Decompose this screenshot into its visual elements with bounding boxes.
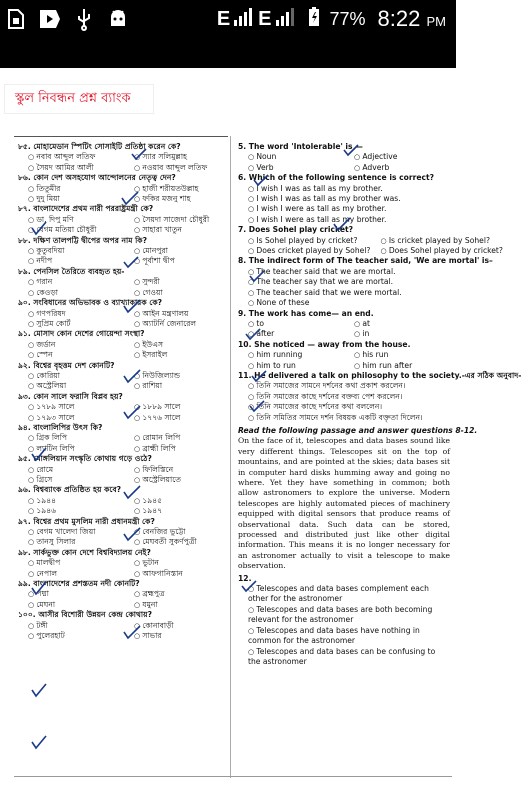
question-block	[18, 579, 230, 610]
network-type-1: E	[216, 7, 231, 30]
play-store-icon	[38, 7, 62, 31]
option: ○ ১৮৮৯ সালে	[124, 402, 230, 412]
option: ○ পুলেরহাট	[18, 631, 124, 641]
option: ○ আইন মন্ত্রণালয়	[124, 309, 230, 319]
option: ○ তিনি সমিতির সামনে দর্শন বিষয়ক একটি বক্তৃতা দিলেন।	[238, 413, 450, 423]
question-text: 10. She noticed — away from the house.	[238, 339, 411, 349]
option: ○ গরান	[18, 277, 124, 287]
option: ○ Telescopes and data bases can be confusing to the astronomer	[238, 647, 450, 668]
page-edge-line	[14, 136, 228, 137]
option: ○ ১৯৪৫	[124, 496, 230, 506]
question-block	[18, 142, 230, 173]
option: ○ বেগম খালেদা জিয়া	[18, 527, 124, 537]
question-block	[18, 392, 230, 423]
option: ○ আফগানিস্তান	[124, 569, 230, 579]
question-text: ৯২. বিশ্বের বৃহত্তম দেশ কোনটি?	[18, 360, 115, 370]
passage-heading: Read the following passage and answer questions 8-12.	[238, 425, 478, 435]
signal-strength-icon-2	[276, 8, 296, 31]
question-text: ৯৯. বাংলাদেশের প্রশস্ততম নদী কোনটি?	[18, 579, 140, 589]
option: ○ পদ্মা	[18, 589, 124, 599]
option: ○ নদীপ	[18, 256, 124, 266]
question-block	[18, 329, 230, 360]
status-bar	[0, 0, 456, 38]
option: ○ ১৭৭৬ সালে	[124, 413, 230, 423]
option: ○ হাজী শরীয়তউল্লাহ	[124, 184, 230, 194]
usb-icon	[72, 7, 96, 31]
option: ○ পূর্বাশা দ্বীপ	[124, 256, 230, 266]
battery-charging-icon	[308, 7, 320, 32]
option: ○ None of these	[238, 298, 450, 308]
option: ○ মোনপুরা	[124, 246, 230, 256]
option: ○ মালদ্বীপ	[18, 558, 124, 568]
page-title-banner	[4, 84, 154, 114]
question-text: 5. The word 'Intolerable' is —	[238, 142, 363, 151]
option: ○ জর্ডান	[18, 340, 124, 350]
question-block	[18, 454, 230, 485]
option: ○ সৈয়দা সাজেদা চৌধুরী	[124, 215, 230, 225]
option: ○ ব্রহ্মপুত্র	[124, 589, 230, 599]
option: ○ ১৯৪৭	[124, 506, 230, 516]
option: ○ ল্যাটিন লিপি	[18, 444, 124, 454]
option: ○ him running	[238, 350, 344, 360]
android-debug-icon	[106, 7, 130, 31]
option: ○ বেগম মতিয়া চৌধুরী	[18, 225, 124, 235]
option: ○ সাহারা খাতুন	[124, 225, 230, 235]
question-block	[238, 309, 450, 340]
column-divider	[230, 136, 231, 778]
option: ○ The teacher said that we were mortal.	[238, 288, 450, 298]
page-title: স্কুল নিবন্ধন প্রশ্ন ব্যাংক	[15, 90, 131, 106]
option: ○ দুদু মিয়া	[18, 194, 124, 204]
option: ○ রোমে	[18, 465, 124, 475]
question-block	[18, 548, 230, 579]
option: ○ স্যার সলিমুল্লাহ	[124, 152, 230, 162]
option: ○ ১৭৯৩ সালে	[18, 413, 124, 423]
option: ○ তিনি সমাজের সামনে দর্শনের কথা প্রকাশ করলেন।	[238, 381, 450, 391]
option: ○ I wish I were as tall as my brother.	[238, 204, 450, 214]
option: ○ Telescopes and data bases complement each other for the astronomer	[238, 584, 450, 605]
question-block	[18, 517, 230, 548]
option: ○ ফকির মজনু শাহ	[124, 194, 230, 204]
option: ○ I wish I was as tall as my brother.	[238, 184, 450, 194]
question-text: ৮৬. কোন দেশ অসহযোগ আন্দোলনের নেতৃত্ব দেন?	[18, 173, 176, 183]
option: ○ নেপাল	[18, 569, 124, 579]
question-text: ৯৫. মোঙ্গলিয়ান সংস্কৃতি কোথায় গড়ে ওঠে?	[18, 454, 152, 464]
option: ○ অ্যাটর্নি জেনারেল	[124, 319, 230, 329]
option: ○ Is Sohel played by cricket?	[238, 236, 370, 246]
option: ○ অস্ট্রেলিয়াতে	[124, 475, 230, 485]
question-text: ৯৮. সার্কভুক্ত কোন দেশে বিশ্ববিদ্যালয় নেই?	[18, 547, 151, 557]
option: ○ Noun	[238, 152, 344, 162]
question-block	[18, 485, 230, 516]
option: ○ Telescopes and data bases are both becoming relevant for the astronomer	[238, 605, 450, 626]
option: ○ গ্রিক লিপি	[18, 433, 124, 443]
english-questions-column	[238, 142, 521, 667]
scanned-document	[14, 136, 521, 778]
option: ○ Adverb	[344, 163, 450, 173]
option: ○ ডা. দিপু মণি	[18, 215, 124, 225]
option: ○ তানসু সিলার	[18, 537, 124, 547]
option: ○ রাশিয়া	[124, 381, 230, 391]
question-block	[18, 267, 230, 298]
question-text: ৮৫. মোহামেডান স্পিটিং সোসাইটি প্রতিষ্ঠা করেন কে?	[18, 142, 181, 151]
option: ○ ভুটান	[124, 558, 230, 568]
question-block	[18, 361, 230, 392]
question-block	[238, 142, 450, 173]
question-text: ১০০. আসীর বিশোরী উন্নয়ন কেন্দ্র কোথায়?	[18, 610, 153, 620]
question-text: 9. The work has come— an end.	[238, 308, 374, 318]
network-type-2: E	[258, 7, 272, 30]
battery-percent: 77%	[329, 8, 366, 29]
question-text: ৮৮. দক্ষিণ তালপট্টি দ্বীপের অপর নাম কি?	[18, 235, 148, 245]
sim-card-icon	[4, 7, 28, 31]
question-block	[18, 236, 230, 267]
question-block	[238, 173, 450, 225]
option: ○ ইসরাইল	[124, 350, 230, 360]
option: ○ নিউজিল্যান্ড	[124, 371, 230, 381]
option: ○ in	[344, 329, 450, 339]
question-text: ৯৭. বিশ্বের প্রথম মুসলিম নারী প্রধানমন্ত্রী কে?	[18, 516, 155, 526]
option: ○ তিতুমীর	[18, 184, 124, 194]
option: ○ I wish I was as tall as my brother was.	[238, 194, 450, 204]
option: ○ কুতুবদিয়া	[18, 246, 124, 256]
option: ○ স্পেন	[18, 350, 124, 360]
option: ○ at	[344, 319, 450, 329]
question-block	[18, 298, 230, 329]
option: ○ বেনজির ভুট্টো	[124, 527, 230, 537]
option: ○ মেঘবতী সুকর্ণপুত্রী	[124, 537, 230, 547]
option: ○ I wish I were as tall as my brother.	[238, 215, 450, 225]
question-text: 11. He delivered a talk on philosophy to the society.-এর সঠিক অনুবাদ-	[238, 370, 521, 380]
question-block	[238, 225, 503, 256]
option: ○ তিনি সমাজের কাছে দর্শনের বক্তব্য পেশ করলেন।	[238, 392, 450, 402]
bangla-questions-column	[18, 142, 230, 642]
option: ○ The teacher said that we are mortal.	[238, 267, 450, 277]
option: ○ Is cricket played by Sohel?	[370, 236, 502, 246]
option: ○ তিনি সমাজের কাছে দর্শনের কথা বললেন।	[238, 402, 450, 412]
option: ○ গ্রিসে	[18, 475, 124, 485]
app-header-bar	[0, 38, 456, 68]
option: ○ রোমান লিপি	[124, 433, 230, 443]
option: ○ to	[238, 319, 344, 329]
question-text: ৮৯. পেনসিল তৈরিতে ব্যবহৃত হয়-	[18, 266, 125, 276]
question-block	[238, 340, 450, 371]
question-block	[238, 256, 493, 308]
option: ○ মেঘনা	[18, 600, 124, 610]
question-text: ৮৭. বাংলাদেশের প্রথম নারী পররাষ্ট্রমন্ত্রী কে?	[18, 204, 154, 214]
option: ○ him run after	[344, 361, 450, 371]
option: ○ গণপরিষদ	[18, 309, 124, 319]
question-text: 6. Which of the following sentence is correct?	[238, 173, 435, 183]
option: ○ সাভার	[124, 631, 230, 641]
option: ○ ফিলিস্তিনে	[124, 465, 230, 475]
question-block	[18, 204, 230, 235]
option: ○ Telescopes and data bases have nothing in common for the astronomer	[238, 626, 450, 647]
option: ○ কোরিয়া	[18, 371, 124, 381]
option: ○ নওয়াব আব্দুল লতিফ	[124, 163, 230, 173]
question-block	[18, 610, 230, 641]
question-text: ৯৩. কোন সালে ফরাসি বিপ্লব হয়?	[18, 391, 123, 401]
question-text: 8. The indirect form of The teacher said, 'We are mortal' is–	[238, 256, 493, 266]
question-text: 7. Does Sohel play cricket?	[238, 225, 354, 235]
question-block	[18, 423, 230, 454]
option: ○ Verb	[238, 163, 344, 173]
question-text: 12.	[238, 573, 252, 583]
option: ○ after	[238, 329, 344, 339]
question-text: ৯০. সংবিধানের অভিভাবক ও ব্যাখ্যাকারক কে?	[18, 298, 163, 308]
page-edge-line	[14, 776, 452, 777]
signal-strength-icon	[234, 8, 254, 31]
question-text: ৯১. মোসাদ কোন দেশের গোয়েন্দা সংস্থা?	[18, 329, 145, 339]
option: ○ his run	[344, 350, 450, 360]
option: ○ যমুনা	[124, 600, 230, 610]
option: ○ ইউএস	[124, 340, 230, 350]
option: ○ Adjective	[344, 152, 450, 162]
option: ○ সৈয়দ আমির আলী	[18, 163, 124, 173]
question-block	[238, 370, 521, 423]
option: ○ সুপ্রিম কোর্ট	[18, 319, 124, 329]
option: ○ নবাব আব্দুল লতিফ	[18, 152, 124, 162]
option: ○ কেওড়া	[18, 288, 124, 298]
question-block	[18, 173, 230, 204]
option: ○ সুন্দরী	[124, 277, 230, 287]
option: ○ Does Sohel played by cricket?	[370, 246, 502, 256]
question-text: ৯৪. বাংলালিপির উৎস কি?	[18, 422, 103, 432]
option: ○ ১৯৪৪	[18, 496, 124, 506]
option: ○ The teacher say that we are mortal.	[238, 277, 450, 287]
option: ○ অস্ট্রেলিয়া	[18, 381, 124, 391]
option: ○ টঙ্গী	[18, 621, 124, 631]
option: ○ ১৭৮৯ সালে	[18, 402, 124, 412]
clock: 8:22 PM	[377, 6, 446, 31]
option: ○ ১৯৪৬	[18, 506, 124, 516]
question-text: ৯৬. বিশ্বব্যাংক প্রতিষ্ঠিত হয় কবে?	[18, 485, 122, 495]
option: ○ কোনাবাড়ী	[124, 621, 230, 631]
option: ○ him to run	[238, 361, 344, 371]
option: ○ Does cricket played by Sohel?	[238, 246, 370, 256]
option: ○ ব্রাহ্মী লিপি	[124, 444, 230, 454]
reading-passage: On the face of it, telescopes and data bases sound like very different things. Telescopes sit on the top of mountains, and are pointed at the skies; data bases sit in computer hard disks humming away and going no where. Yet they have something in common; both allow astronomers to explore the universe. Modern telescopes are highly automated pieces of machinery equipped with digital sensors that produce reams of observational data. Such data can be stored, processed and distributed just like other digital information. This means it is no longer necessary for an astronomer actually to visit a telescope to make observation.	[238, 436, 450, 571]
option: ○ গেওয়া	[124, 288, 230, 298]
question-block	[238, 574, 450, 668]
